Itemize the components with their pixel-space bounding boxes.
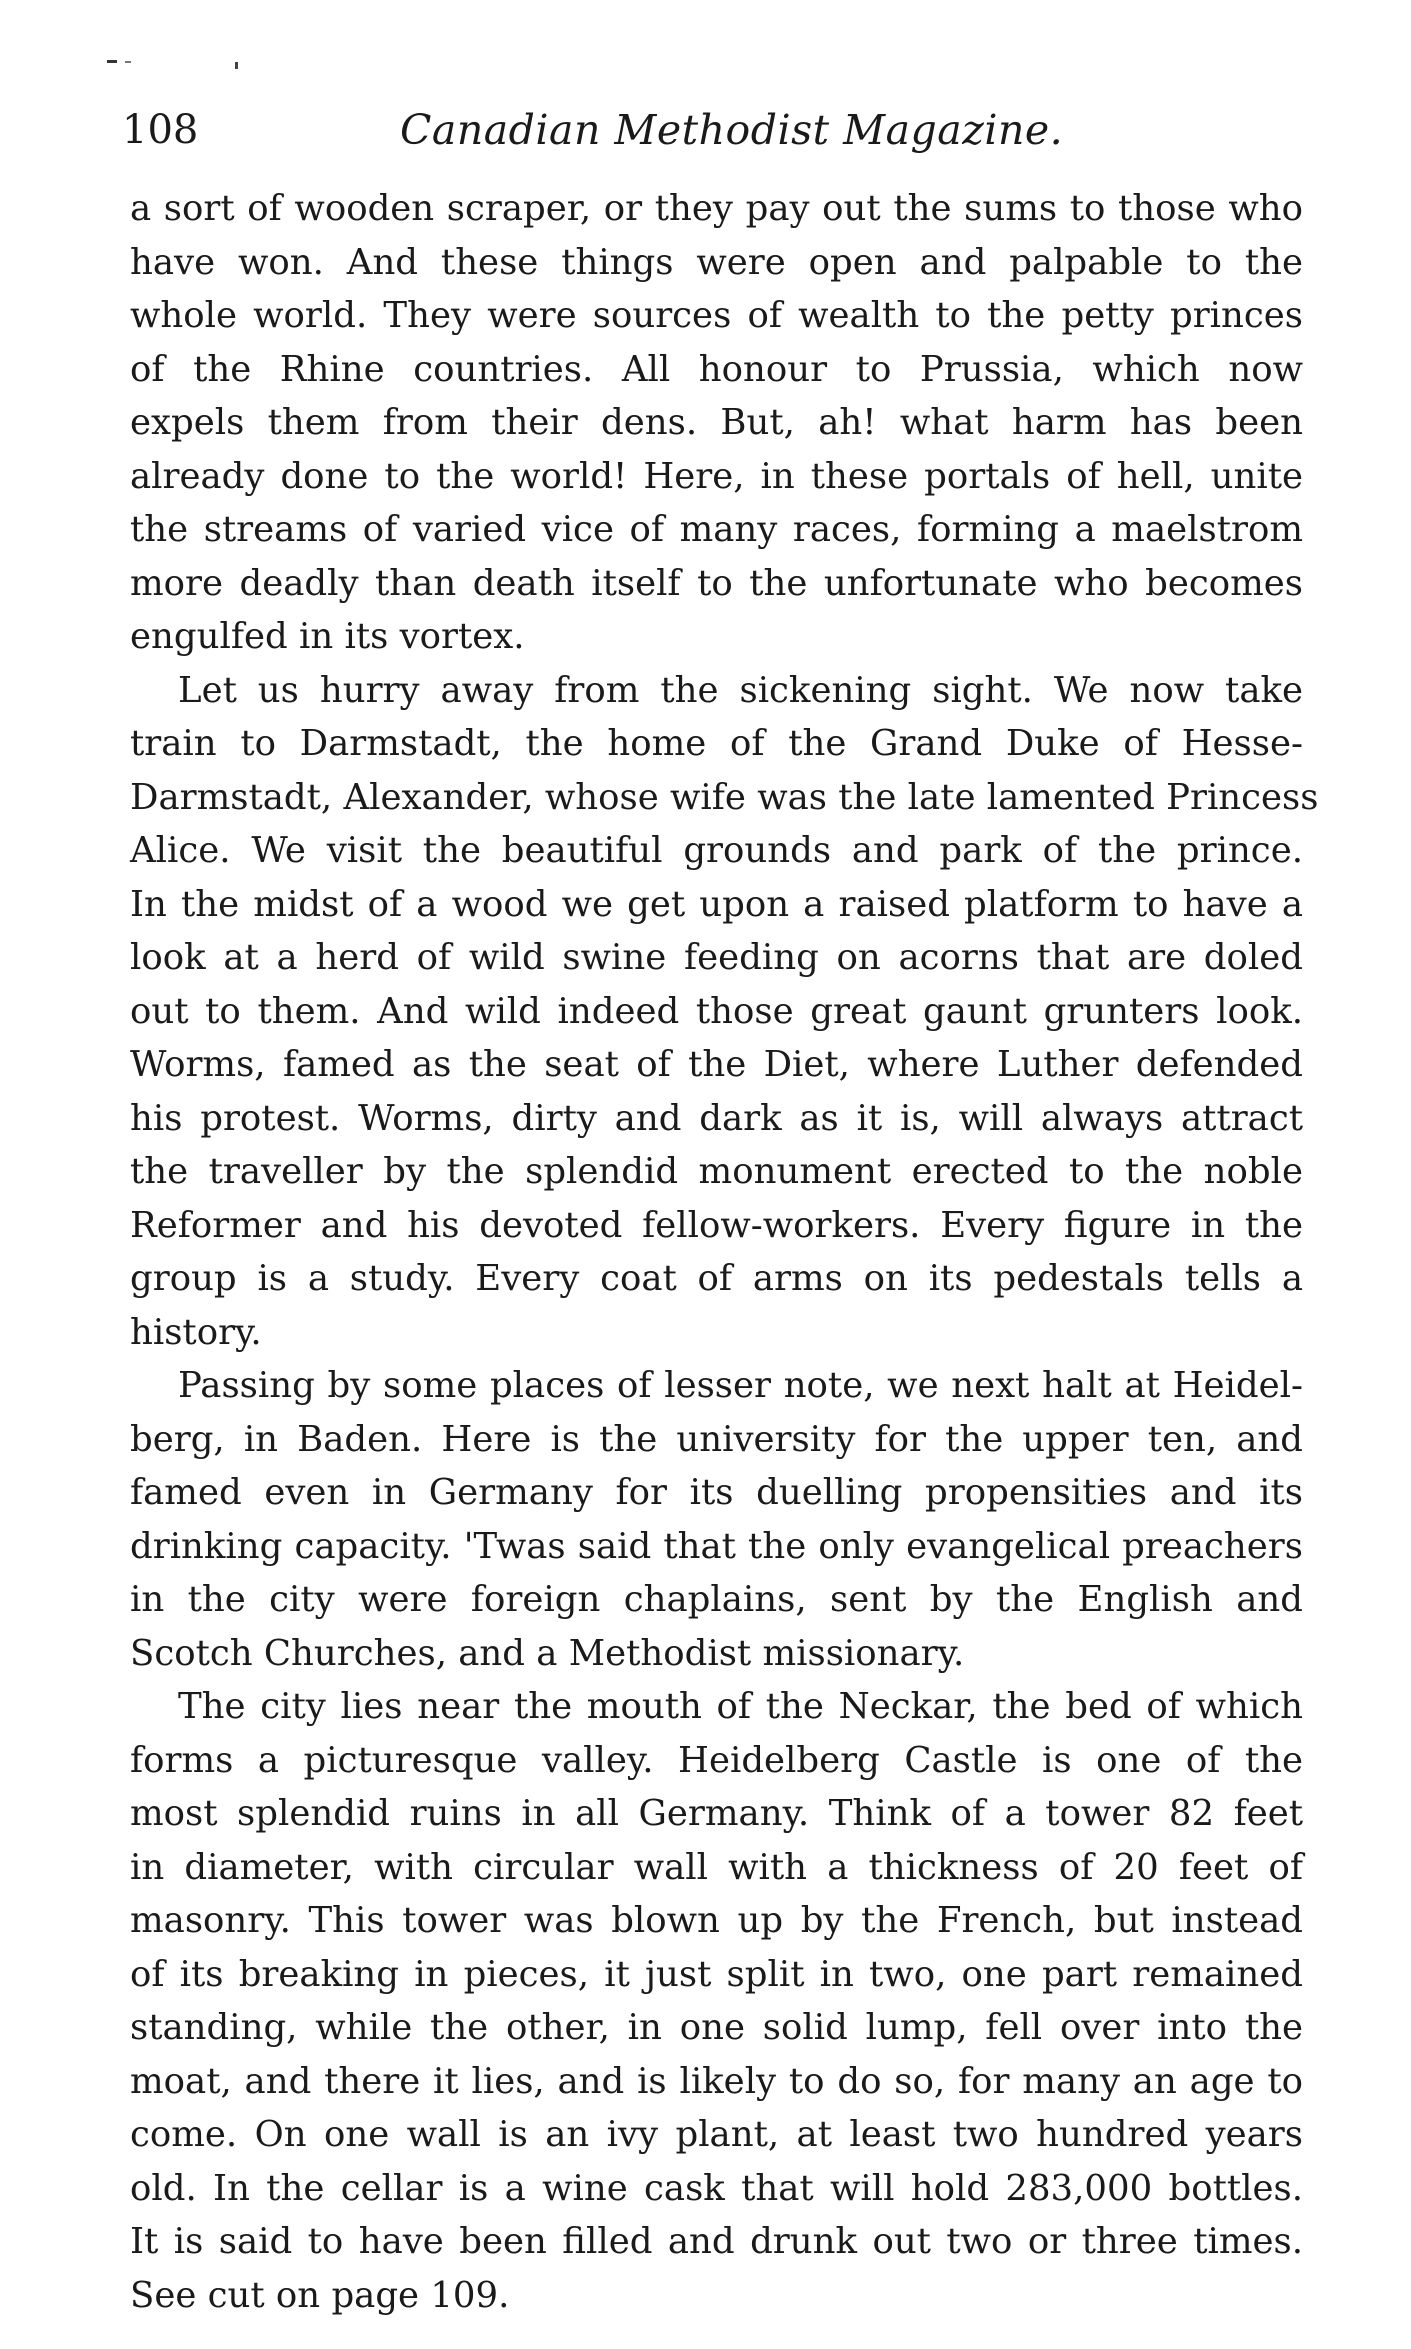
text-line: of its breaking in pieces, it just split in two, one part remained (130, 1953, 1303, 1995)
text-line: Alice. We visit the beautiful grounds and park of the prince. (130, 830, 1303, 871)
paragraph (130, 664, 1319, 1360)
text-line: Scotch Churches, and a Methodist missionary. (130, 1632, 965, 1674)
text-line: Darmstadt, Alexander, whose wife was the late lamented Princess (130, 776, 1319, 818)
text-line: old. In the cellar is a wine cask that will hold 283,000 bottles. (130, 2167, 1303, 2209)
text-line: a sort of wooden scraper, or they pay out the sums to those who (130, 188, 1303, 229)
body-text (130, 182, 1319, 2322)
text-line: Worms, famed as the seat of the Diet, where Luther defended (130, 1044, 1303, 1085)
text-line: in diameter, with circular wall with a thickness of 20 feet of (130, 1846, 1303, 1888)
text-line: Passing by some places of lesser note, we next halt at Heidel- (178, 1365, 1303, 1406)
text-line: more deadly than death itself to the unfortunate who becomes (130, 562, 1303, 604)
text-line: have won. And these things were open and palpable to the (130, 241, 1303, 283)
page-number: 108 (122, 107, 199, 153)
text-line: berg, in Baden. Here is the university for the upper ten, and (130, 1418, 1303, 1460)
text-line: In the midst of a wood we get upon a raised platform to have a (130, 883, 1303, 925)
text-line: expels them from their dens. But, ah! what harm has been (130, 402, 1303, 443)
text-line: whole world. They were sources of wealth to the petty princes (130, 295, 1303, 336)
text-line: group is a study. Every coat of arms on its pedestals tells a (130, 1258, 1303, 1299)
text-line: the traveller by the splendid monument erected to the noble (130, 1151, 1303, 1192)
text-line: standing, while the other, in one solid lump, fell over into the (130, 2007, 1303, 2048)
text-line: famed even in Germany for its duelling propensities and its (130, 1472, 1303, 1513)
journal-title: Canadian Methodist Magazine. (400, 106, 1064, 154)
text-line: Let us hurry away from the sickening sight. We now take (178, 669, 1303, 711)
running-head (122, 98, 1302, 162)
text-line: already done to the world! Here, in these portals of hell, unite (130, 455, 1303, 497)
text-line: of the Rhine countries. All honour to Prussia, which now (130, 348, 1303, 390)
text-line: look at a herd of wild swine feeding on acorns that are doled (130, 937, 1303, 978)
text-line: his protest. Worms, dirty and dark as it is, will always attract (130, 1097, 1303, 1139)
scan-specks (105, 48, 265, 78)
text-line: in the city were foreign chaplains, sent by the English and (130, 1579, 1303, 1620)
text-line: out to them. And wild indeed those great gaunt grunters look. (130, 990, 1303, 1032)
paragraph (130, 182, 1303, 664)
text-line: the streams of varied vice of many races, forming a maelstrom (130, 509, 1303, 550)
paragraph (130, 1680, 1303, 2322)
text-line: It is said to have been filled and drunk out two or three times. (130, 2221, 1303, 2262)
text-line: Reformer and his devoted fellow-workers. Every figure in the (130, 1204, 1303, 1246)
text-line: most splendid ruins in all Germany. Think of a tower 82 feet (130, 1793, 1303, 1834)
text-line: drinking capacity. 'Twas said that the only evangelical preachers (130, 1525, 1303, 1567)
text-line: The city lies near the mouth of the Neckar, the bed of which (178, 1686, 1303, 1727)
text-line: history. (130, 1311, 262, 1353)
paragraph (130, 1359, 1303, 1680)
text-line: engulfed in its vortex. (130, 616, 525, 657)
text-line: masonry. This tower was blown up by the French, but instead (130, 1900, 1303, 1941)
text-line: forms a picturesque valley. Heidelberg Castle is one of the (130, 1739, 1303, 1781)
text-line: train to Darmstadt, the home of the Grand Duke of Hesse- (130, 723, 1303, 764)
text-line: moat, and there it lies, and is likely to do so, for many an age to (130, 2060, 1303, 2102)
text-line: See cut on page 109. (130, 2274, 510, 2316)
text-line: come. On one wall is an ivy plant, at least two hundred years (130, 2114, 1303, 2155)
